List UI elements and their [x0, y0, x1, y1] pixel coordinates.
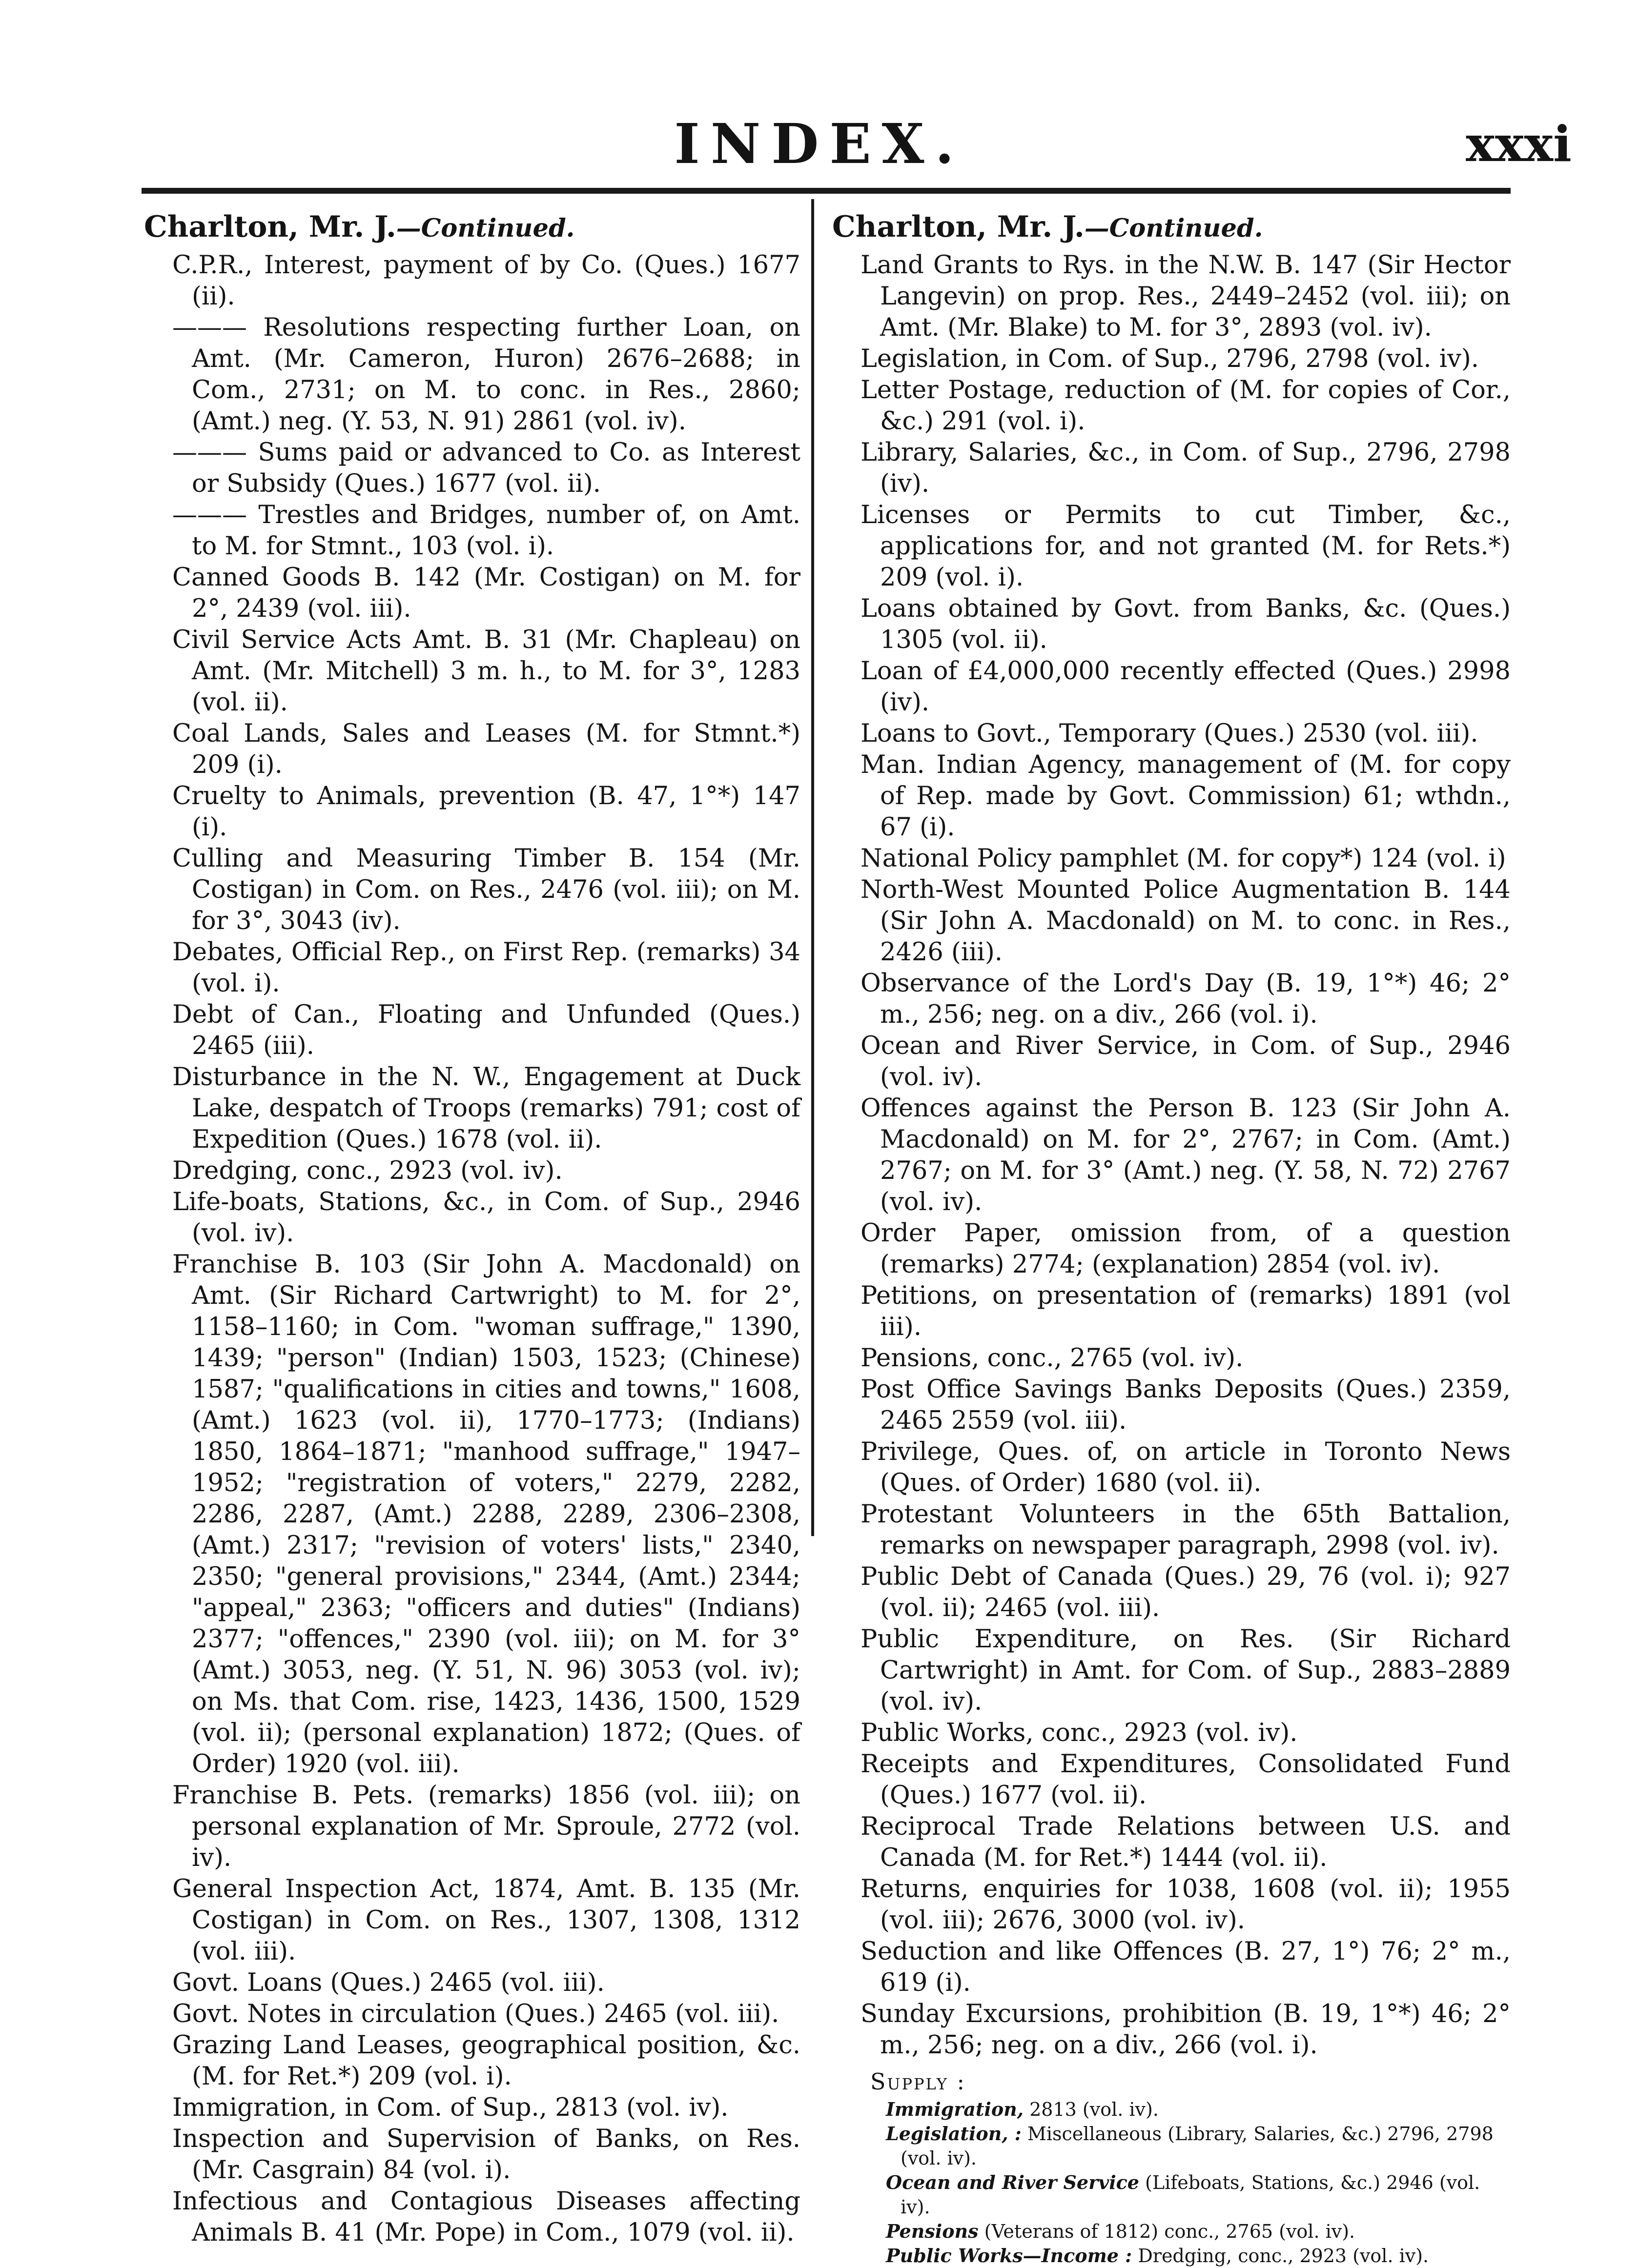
index-entry: ——— Sums paid or advanced to Co. as Interest or Subsidy (Ques.) 1677 (vol. ii).	[172, 438, 800, 498]
column-divider	[811, 199, 814, 1536]
index-entry: Franchise B. Pets. (remarks) 1856 (vol. iii); on personal explanation of Mr. Sproule, 2772 (vol. iv).	[172, 1781, 800, 1872]
index-entry: Grazing Land Leases, geographical position, &c. (M. for Ret.*) 209 (vol. i).	[172, 2031, 800, 2091]
supply-item	[832, 2244, 1511, 2268]
index-entry: Sunday Excursions, prohibition (B. 19, 1°*) 46; 2° m., 256; neg. on a div., 266 (vol. i).	[860, 2000, 1511, 2060]
index-entry: Letter Postage, reduction of (M. for copies of Cor., &c.) 291 (vol. i).	[860, 376, 1511, 436]
header-rule	[142, 188, 1511, 194]
index-entry: Legislation, in Com. of Sup., 2796, 2798 (vol. iv).	[860, 344, 1479, 373]
index-entry: Life-boats, Stations, &c., in Com. of Sup., 2946 (vol. iv).	[172, 1188, 800, 1248]
index-entry: Govt. Loans (Ques.) 2465 (vol. iii).	[172, 1968, 605, 1997]
index-entry: Public Works, conc., 2923 (vol. iv).	[860, 1719, 1298, 1747]
index-entry: Man. Indian Agency, management of (M. for copy of Rep. made by Govt. Commission) 61; wthdn., 67 (i).	[860, 750, 1511, 842]
supply-item-head: Legislation, :	[886, 2123, 1022, 2145]
index-entry: Canned Goods B. 142 (Mr. Costigan) on M. for 2°, 2439 (vol. iii).	[172, 563, 800, 623]
supply-item-head: Pensions	[886, 2220, 979, 2242]
index-entry: Receipts and Expenditures, Consolidated Fund (Ques.) 1677 (vol. ii).	[860, 1750, 1511, 1810]
index-entry: Petitions, on presentation of (remarks) 1891 (vol iii).	[860, 1281, 1511, 1341]
index-entry: National Policy pamphlet (M. for copy*) 124 (vol. i)	[860, 844, 1506, 873]
supply-item-head: Immigration,	[886, 2098, 1024, 2120]
index-entry: Infectious and Contagious Diseases affecting Animals B. 41 (Mr. Pope) in Com., 1079 (vol. ii).	[172, 2187, 800, 2247]
index-entry: Library, Salaries, &c., in Com. of Sup., 2796, 2798 (iv).	[860, 438, 1511, 498]
index-entry: Debates, Official Rep., on First Rep. (remarks) 34 (vol. i).	[172, 938, 800, 998]
index-entry: Inspection and Supervision of Banks, on Res. (Mr. Casgrain) 84 (vol. i).	[172, 2125, 800, 2185]
index-entry: Coal Lands, Sales and Leases (M. for Stmnt.*) 209 (i).	[172, 719, 800, 779]
index-entry: Protestant Volunteers in the 65th Battalion, remarks on newspaper paragraph, 2998 (vol. iv).	[860, 1500, 1511, 1560]
heading-suffix: —Continued.	[1084, 214, 1263, 243]
supply-item-text: Dredging, conc., 2923 (vol. iv).	[1138, 2245, 1429, 2267]
left-column-heading	[144, 207, 800, 248]
supply-item	[832, 2097, 1511, 2122]
page-title: INDEX.	[674, 112, 965, 176]
heading-suffix: —Continued.	[396, 214, 575, 243]
right-column-heading	[832, 207, 1511, 248]
right-column	[832, 207, 1511, 2268]
index-entry: Seduction and like Offences (B. 27, 1°) 76; 2° m., 619 (i).	[860, 1937, 1511, 1997]
index-entry: Pensions, conc., 2765 (vol. iv).	[860, 1344, 1244, 1373]
index-entry: Loans to Govt., Temporary (Ques.) 2530 (vol. iii).	[860, 719, 1478, 748]
heading-name: Charlton, Mr. J.	[144, 210, 396, 244]
index-entry: ——— Trestles and Bridges, number of, on Amt. to M. for Stmnt., 103 (vol. i).	[172, 501, 800, 561]
index-entry: Public Expenditure, on Res. (Sir Richard Cartwright) in Amt. for Com. of Sup., 2883–2889 (vol. iv).	[860, 1625, 1511, 1716]
index-entry: Immigration, in Com. of Sup., 2813 (vol. iv).	[172, 2093, 729, 2122]
index-entry: Loan of £4,000,000 recently effected (Ques.) 2998 (iv).	[860, 657, 1511, 717]
index-entry: Privilege, Ques. of, on article in Toronto News (Ques. of Order) 1680 (vol. ii).	[860, 1438, 1511, 1498]
supply-item-head: Public Works—Income :	[886, 2245, 1132, 2267]
index-entry: Ocean and River Service, in Com. of Sup., 2946 (vol. iv).	[860, 1032, 1511, 1092]
index-entry: C.P.R., Interest, payment of by Co. (Ques.) 1677 (ii).	[172, 251, 800, 311]
index-entry: Offences against the Person B. 123 (Sir John A. Macdonald) on M. for 2°, 2767; in Com. (Amt.) 2767; on M. for 3° (Amt.) neg. (Y. 58, N. 72) 2767 (vol. iv).	[860, 1094, 1511, 1216]
index-entry: Disturbance in the N. W., Engagement at Duck Lake, despatch of Troops (remarks) 791; cost of Expedition (Ques.) 1678 (vol. ii).	[172, 1063, 800, 1154]
supply-item-text: (Veterans of 1812) conc., 2765 (vol. iv).	[984, 2221, 1355, 2242]
supply-item	[832, 2122, 1511, 2170]
supply-item-text: 2813 (vol. iv).	[1029, 2099, 1159, 2120]
index-entry: Dredging, conc., 2923 (vol. iv).	[172, 1156, 563, 1185]
index-entry: General Inspection Act, 1874, Amt. B. 135 (Mr. Costigan) in Com. on Res., 1307, 1308, 1312 (vol. iii).	[172, 1875, 800, 1966]
heading-name: Charlton, Mr. J.	[832, 210, 1085, 244]
supply-item	[832, 2219, 1511, 2244]
index-entry: Order Paper, omission from, of a question (remarks) 2774; (explanation) 2854 (vol. iv).	[860, 1219, 1511, 1279]
supply-item-head: Ocean and River Service	[886, 2171, 1139, 2193]
index-entry: Licenses or Permits to cut Timber, &c., applications for, and not granted (M. for Rets.*) 209 (vol. i).	[860, 501, 1511, 592]
index-entry: Franchise B. 103 (Sir John A. Macdonald) on Amt. (Sir Richard Cartwright) to M. for 2°, 1158–1160; in Com. "woman suffrage," 1390, 1439; "person" (Indian) 1503, 1523; (Chinese) 1587; "qualifications in cities and towns," 1608, (Amt.) 1623 (vol. ii), 1770–1773; (Indians) 1850, 1864–1871; "manhood suffrage," 1947–1952; "registration of voters," 2279, 2282, 2286, 2287, (Amt.) 2288, 2289, 2306–2308, (Amt.) 2317; "revision of voters' lists," 2340, 2350; "general provisions," 2344, (Amt.) 2344; "appeal," 2363; "officers and duties" (Indians) 2377; "offences," 2390 (vol. iii); on M. for 3° (Amt.) 3053, neg. (Y. 51, N. 96) 3053 (vol. iv); on Ms. that Com. rise, 1423, 1436, 1500, 1529 (vol. ii); (personal explanation) 1872; (Ques. of Order) 1920 (vol. iii).	[172, 1250, 800, 1779]
index-entry: Reciprocal Trade Relations between U.S. and Canada (M. for Ret.*) 1444 (vol. ii).	[860, 1812, 1511, 1872]
supply-label: Supply :	[870, 2068, 966, 2095]
index-entry: Loans obtained by Govt. from Banks, &c. (Ques.) 1305 (vol. ii).	[860, 594, 1511, 654]
index-entry: Cruelty to Animals, prevention (B. 47, 1°*) 147 (i).	[172, 782, 800, 842]
index-entry: Civil Service Acts Amt. B. 31 (Mr. Chapleau) on Amt. (Mr. Mitchell) 3 m. h., to M. for 3°, 1283 (vol. ii).	[172, 626, 800, 717]
index-entry: Public Debt of Canada (Ques.) 29, 76 (vol. i); 927 (vol. ii); 2465 (vol. iii).	[860, 1562, 1511, 1622]
index-entry: ——— Resolutions respecting further Loan, on Amt. (Mr. Cameron, Huron) 2676–2688; in Com., 2731; on M. to conc. in Res., 2860; (Amt.) neg. (Y. 53, N. 91) 2861 (vol. iv).	[172, 313, 800, 436]
supply-item	[832, 2170, 1511, 2219]
index-entry: Land Grants to Rys. in the N.W. B. 147 (Sir Hector Langevin) on prop. Res., 2449–2452 (vol. iii); on Amt. (Mr. Blake) to M. for 3°, 2893 (vol. iv).	[860, 251, 1511, 342]
supply-item-text: Miscellaneous (Library, Salaries, &c.) 2796, 2798 (vol. iv).	[901, 2123, 1494, 2169]
index-entry: Culling and Measuring Timber B. 154 (Mr. Costigan) in Com. on Res., 2476 (vol. iii); on M. for 3°, 3043 (iv).	[172, 844, 800, 935]
index-entry: Debt of Can., Floating and Unfunded (Ques.) 2465 (iii).	[172, 1000, 800, 1060]
index-entry: Returns, enquiries for 1038, 1608 (vol. ii); 1955 (vol. iii); 2676, 3000 (vol. iv).	[860, 1875, 1511, 1935]
supply-item-text: (Lifeboats, Stations, &c.) 2946 (vol. iv).	[901, 2172, 1480, 2218]
index-entry: Govt. Notes in circulation (Ques.) 2465 (vol. iii).	[172, 2000, 779, 2028]
left-column	[144, 207, 800, 2248]
page-number: xxxi	[1466, 115, 1572, 173]
index-entry: Observance of the Lord's Day (B. 19, 1°*) 46; 2° m., 256; neg. on a div., 266 (vol. i).	[860, 969, 1511, 1029]
index-entry: North-West Mounted Police Augmentation B. 144 (Sir John A. Macdonald) on M. to conc. in Res., 2426 (iii).	[860, 875, 1511, 967]
index-entry: Post Office Savings Banks Deposits (Ques.) 2359, 2465 2559 (vol. iii).	[860, 1375, 1511, 1435]
